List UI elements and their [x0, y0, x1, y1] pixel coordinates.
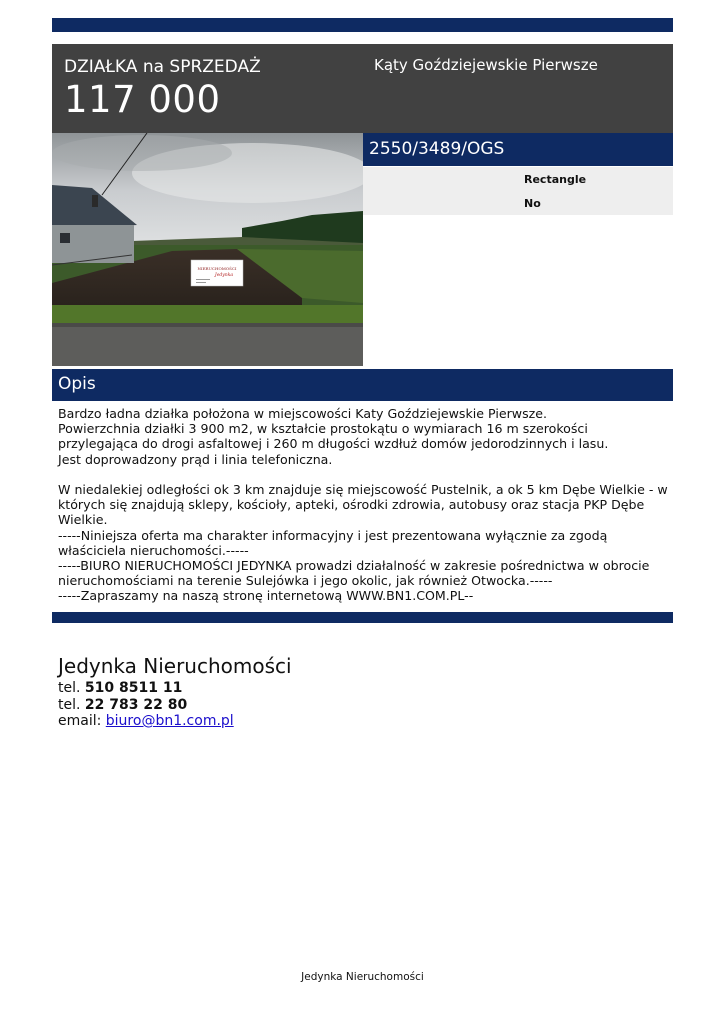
- email-link[interactable]: biuro@bn1.com.pl: [105, 713, 234, 729]
- description-paragraph: Jest doprowadzony prąd i linia telefoniczna.: [58, 451, 333, 467]
- tel-label: tel.: [58, 680, 85, 696]
- phone-number-2: 22 783 22 80: [84, 696, 188, 713]
- description-paragraph: Bardzo ładna działka położona w miejscowości Katy Goździejewskie Pierwsze.: [58, 406, 548, 421]
- tel-label: tel.: [58, 696, 85, 713]
- property-photo-image: [52, 133, 363, 366]
- attribute-row: [363, 167, 673, 191]
- phone-line-2: [58, 697, 292, 714]
- email-line: [58, 713, 292, 730]
- bottom-decorative-bar: [52, 612, 673, 623]
- listing-location: Kąty Goździejewskie Pierwsze: [374, 56, 598, 74]
- top-decorative-bar: [52, 18, 673, 32]
- email-label: email:: [58, 713, 106, 729]
- description-paragraph: Powierzchnia działki 3 900 m2, w kształcie prostokątu o wymiarach 16 m szerokości przylegająca do drogi asfaltowej i 260 m długości wzdłuż domów jedorodzinnych i lasu.: [58, 421, 609, 452]
- agency-contact: [58, 654, 292, 730]
- phone-line-1: [58, 680, 292, 697]
- sign-text-top: NIERUCHOMOŚCI: [197, 266, 237, 271]
- property-photo: [52, 133, 363, 366]
- description-paragraph: -----BIURO NIERUCHOMOŚCI JEDYNKA prowadzi działalność w zakresie pośrednictwa w obrocie nieruchomościami na terenie Sulejówka i jego okolic, jak również Otwocka.-----: [58, 558, 650, 589]
- attribute-value: No: [524, 197, 541, 210]
- listing-type: DZIAŁKA na SPRZEDAŻ: [64, 57, 261, 77]
- sign-text-brand: Jedynka: [214, 273, 234, 278]
- description-body: [58, 406, 670, 604]
- reference-number: 2550/3489/OGS: [363, 133, 673, 166]
- attribute-row: [363, 191, 673, 215]
- listing-header: [52, 44, 673, 133]
- description-paragraph: -----Zapraszamy na naszą stronę internetową WWW.BN1.COM.PL--: [58, 588, 474, 604]
- description-paragraph: -----Niniejsza oferta ma charakter informacyjny i jest prezentowana wyłącznie za zgodą właściciela nieruchomości.-----: [58, 527, 608, 558]
- page-footer: Jedynka Nieruchomości: [301, 971, 424, 983]
- description-paragraph: W niedalekiej odległości ok 3 km znajduje się miejscowość Pustelnik, a ok 5 km Dębe Wielkie - w których się znajdują sklepy, kościoły, apteki, ośrodki zdrowia, autobusy oraz stacja PKP Dębe Wielkie.: [58, 482, 668, 528]
- phone-number-1: 510 8511 11: [84, 680, 183, 696]
- agency-name: Jedynka Nieruchomości: [58, 654, 292, 678]
- description-spacer: [58, 467, 670, 482]
- listing-price: 117 000: [64, 78, 221, 121]
- attribute-value: Rectangle: [524, 173, 587, 186]
- description-heading: Opis: [52, 369, 673, 401]
